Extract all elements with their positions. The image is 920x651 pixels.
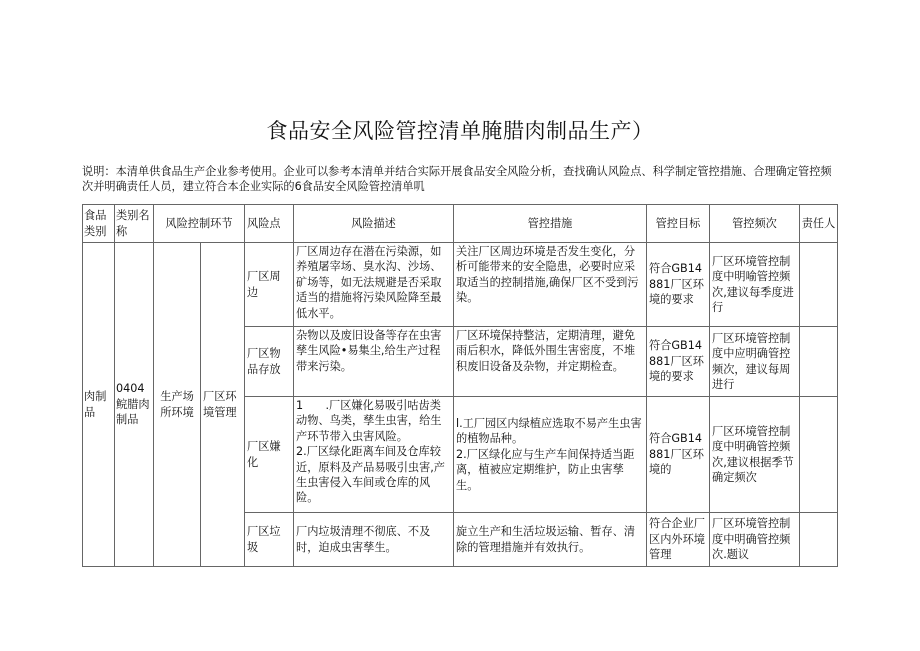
- cell-point: 厂区周边: [245, 243, 294, 327]
- cell-resp: [800, 397, 838, 513]
- cell-resp: [800, 513, 838, 567]
- header-measure: 管控措施: [454, 205, 647, 243]
- cell-goal: 符合GB14881厂区环境的: [647, 397, 710, 513]
- cell-measure: 旋立生产和生活垃圾运输、暂存、清除的管理措施并有效执行。: [454, 513, 647, 567]
- cell-link1: 生产场所环境: [154, 243, 201, 567]
- cell-desc: 1 .厂区嫌化易吸引咕齿类动物、鸟类，孳生虫害，给生产环节带入虫害风险。 2.厂区绿化距离车间及仓库较近，原料及产品易吸引虫害,产生虫害侵入车间或仓库的风险。: [294, 397, 454, 513]
- cell-freq: 厂区环境管控制度中明喻管控频次,建议每季度进行: [710, 243, 800, 327]
- cell-freq: 厂区环境管控制度中明确管控频次,建议根据季节确定频次: [710, 397, 800, 513]
- intro-text: 说明：本清单供食品生产企业参考使用。企业可以参考本清单并结合实际开展食品安全风险分析，查找确认风险点、科学制定管控措施、合理确定管控频次并明确责任人员，建立符合本企业实际的6食品安全风险管控清单叽: [82, 165, 832, 193]
- cell-point: 厂区物品存放: [245, 327, 294, 397]
- cell-goal: 符合GB14881厂区环境的要求: [647, 243, 710, 327]
- table-row: [83, 243, 838, 327]
- page-title: 食品安全风险管控清单腌腊肉制品生产）: [266, 119, 654, 143]
- header-resp: 责任人: [800, 205, 838, 243]
- cell-category: 肉制品: [83, 243, 115, 567]
- header-freq: 管控频次: [710, 205, 800, 243]
- header-desc: 风险描述: [294, 205, 454, 243]
- cell-desc: 杂物以及废旧设备等存在虫害孳生风险•易集尘,给生产过程带来污染。: [294, 327, 454, 397]
- header-category: 食品类别: [83, 205, 115, 243]
- cell-measure: l.工厂园区内绿植应选取不易产生虫害的植物品种。 2.厂区绿化应与生产车间保持适当距离，植被应定期维护，防止虫害孳生。: [454, 397, 647, 513]
- cell-freq: 厂区环境管控制度中应明确管控频次，建议每周进行: [710, 327, 800, 397]
- cell-goal: 符合企业厂区内外环境管理: [647, 513, 710, 567]
- cell-point: 厂区嫌化: [245, 397, 294, 513]
- cell-link2: 厂区环境管理: [201, 243, 245, 567]
- cell-resp: [800, 327, 838, 397]
- header-row: [83, 205, 838, 243]
- header-goal: 管控目标: [647, 205, 710, 243]
- cell-measure: 厂区环境保持整洁，定期清理，避免雨后积水，降低外围生害密度，不堆积废旧设备及杂物，并定期检查。: [454, 327, 647, 397]
- cell-freq: 厂区环境管控制度中明确管控频次.题议: [710, 513, 800, 567]
- cell-resp: [800, 243, 838, 327]
- header-link: 风险控制环节: [154, 205, 245, 243]
- cell-point: 厂区垃圾: [245, 513, 294, 567]
- cell-name: 0404 鲩腊肉制品: [115, 243, 154, 567]
- cell-desc: 厂内垃圾清理不彻底、不及时，迫成虫害孳生。: [294, 513, 454, 567]
- header-name: 类别名称: [115, 205, 154, 243]
- cell-desc: 厂区周边存在潜在污染源，如养殖屠宰场、臭水沟、沙场、矿场等，如无法规避是否采取适当的措施将污染风险降至最低水平。: [294, 243, 454, 327]
- cell-goal: 符合GB14881厂区环境的要求: [647, 327, 710, 397]
- header-point: 风险点: [245, 205, 294, 243]
- cell-measure: 关注厂区周边环境是否发生变化，分析可能带来的安全隐患，必要时应采取适当的控制措施,确保厂区不受到污染。: [454, 243, 647, 327]
- risk-control-table: [82, 204, 838, 567]
